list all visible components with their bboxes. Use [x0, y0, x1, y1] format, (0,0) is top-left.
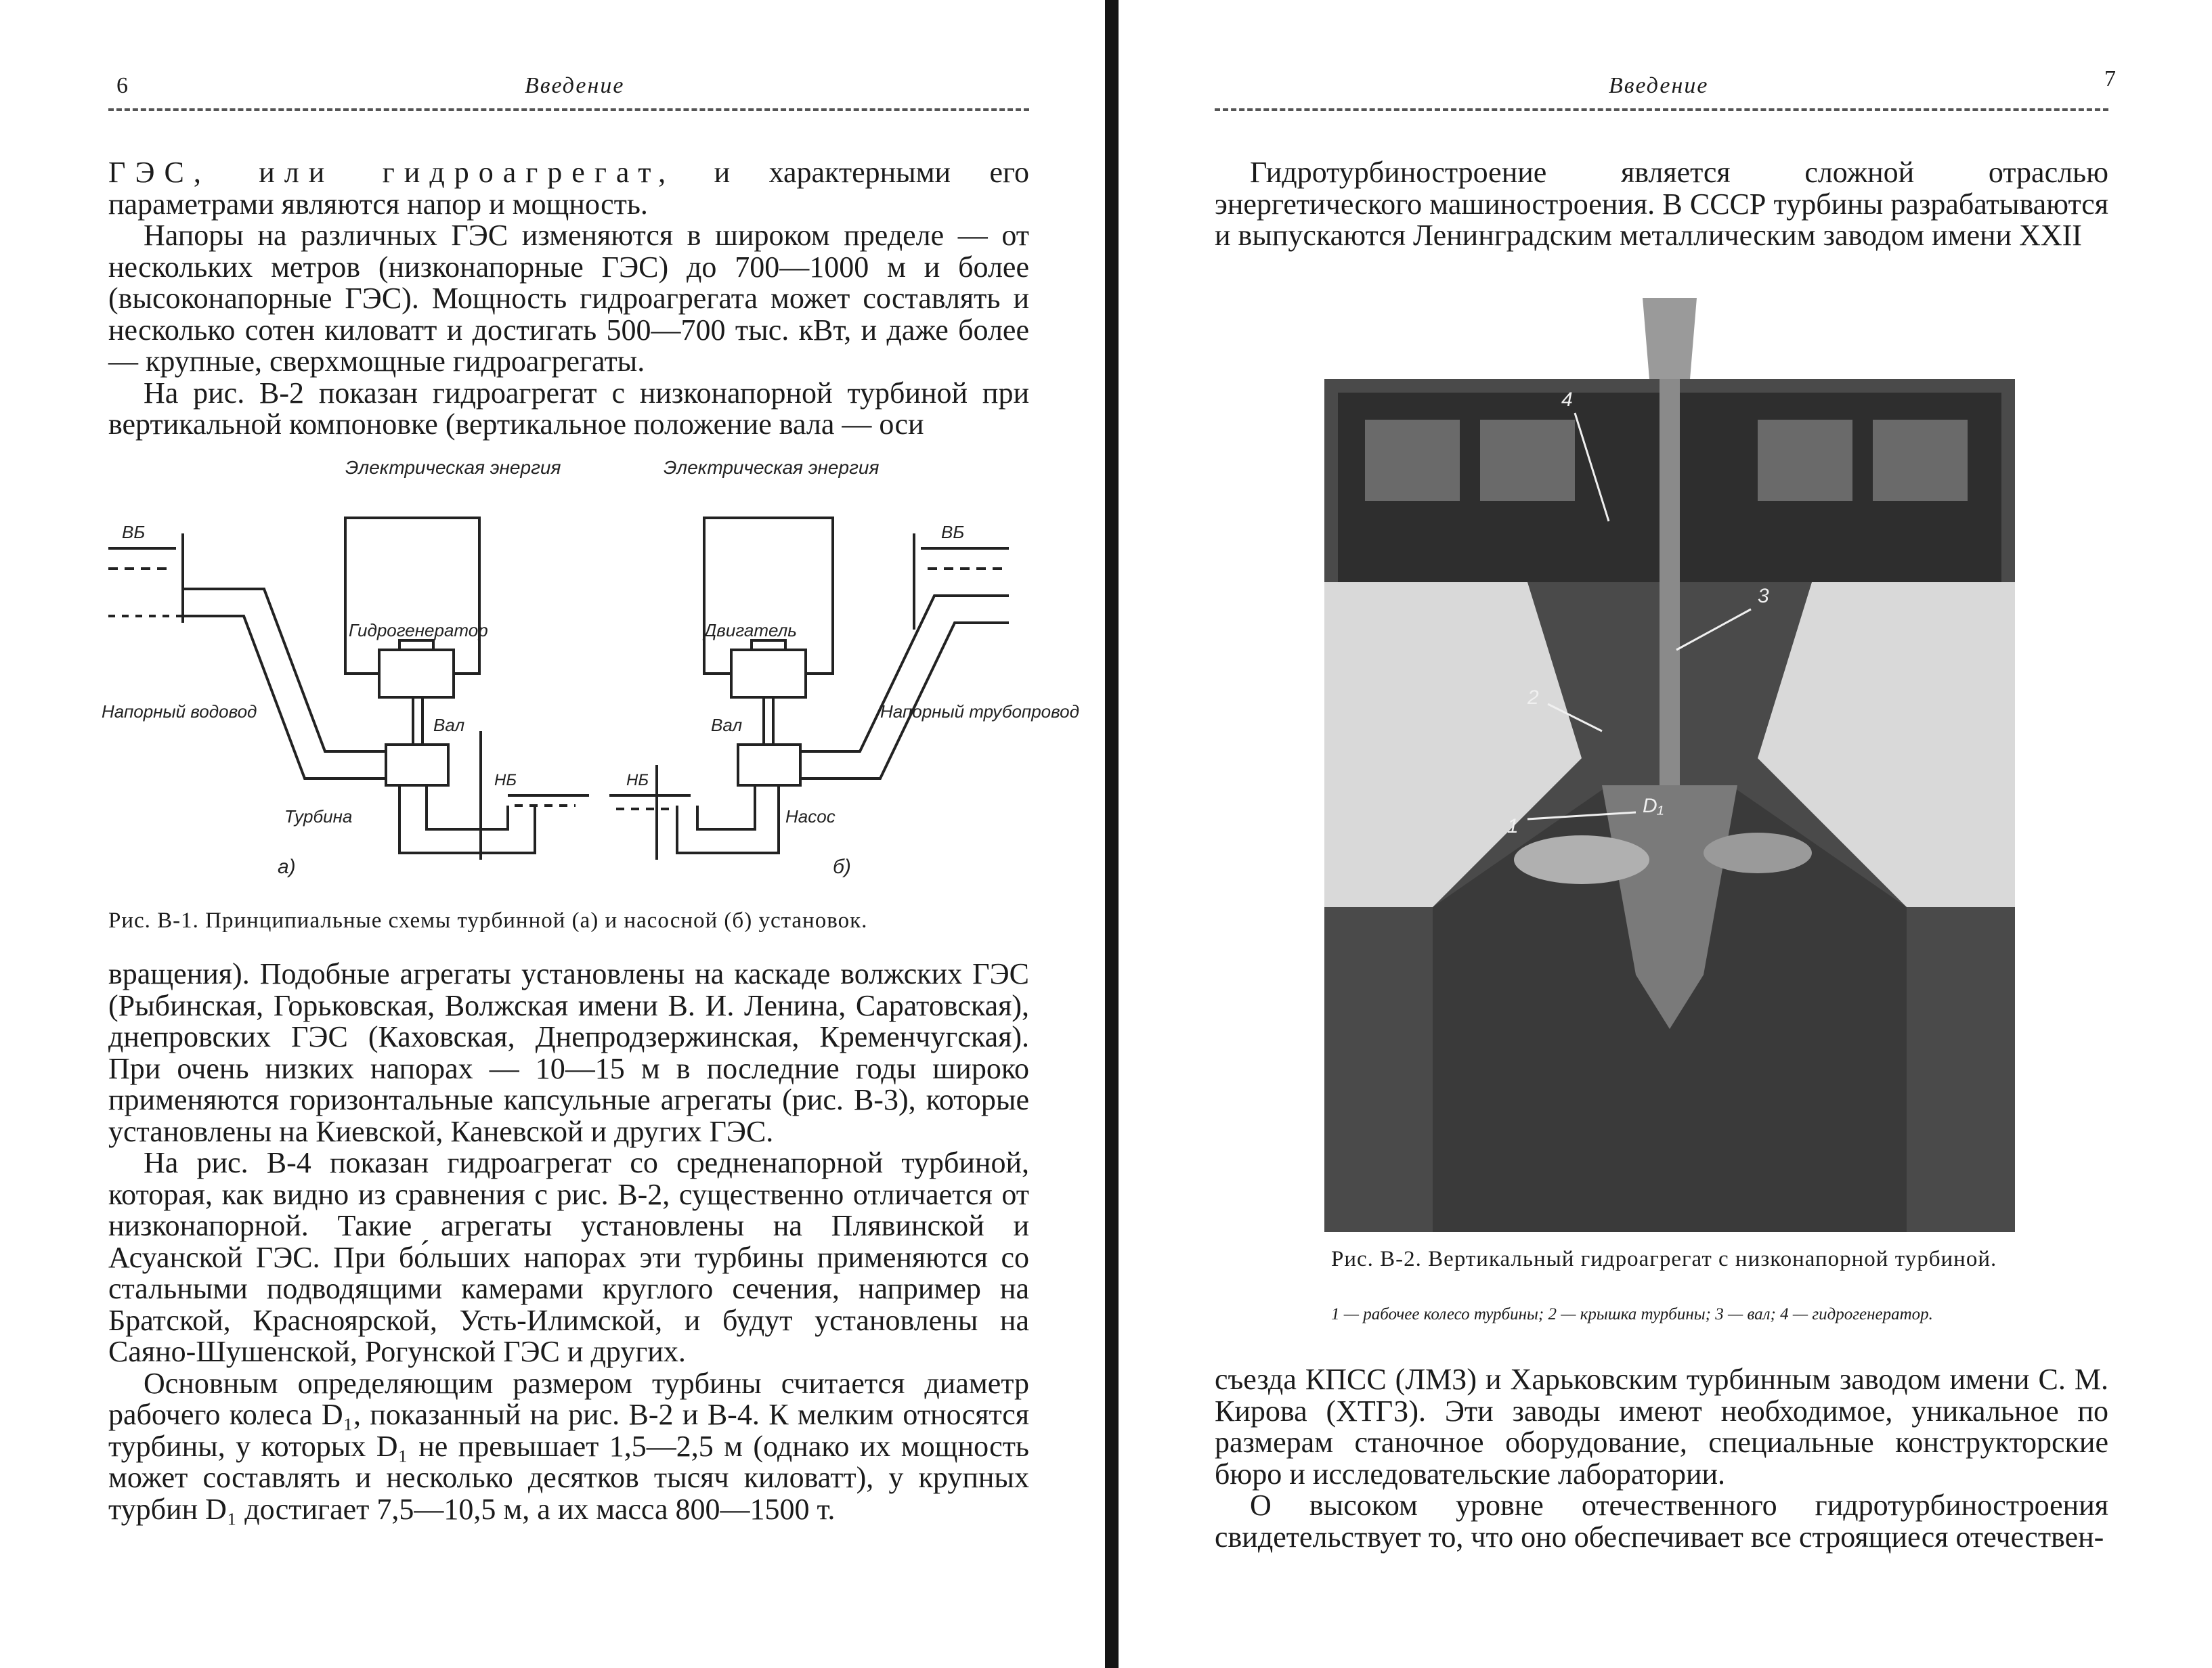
turbine-box	[386, 745, 448, 785]
running-head-right: Введение	[1609, 73, 1709, 98]
runner-blade	[1514, 835, 1649, 884]
left-text-bottom	[108, 959, 1029, 1525]
pump-label: Насос	[785, 806, 836, 827]
motor-box	[731, 650, 806, 697]
turbine-label: Турбина	[284, 806, 353, 827]
page-number-left: 6	[116, 73, 128, 98]
left-page	[0, 0, 1105, 1668]
subfigure-a-label: а)	[278, 856, 296, 878]
paragraph: Основным определяющим размером турбины считается диаметр рабочего колеса D₁, показанный на рис. В-2 и В-4. К мелким относятся турбины, у которых D₁ не превышает 1,5—2,5 м (однако их мощность может составлять и несколько десятков тысяч киловатт), у крупных турбин D₁ достигает 7,5—10,5 м, а их масса 800—1500 т.	[108, 1366, 1029, 1526]
figure-b1-caption: Рис. В-1. Принципиальные схемы турбинной (а) и насосной (б) установок.	[108, 908, 868, 933]
lower-pool-label-right: НБ	[626, 771, 649, 789]
figure-b2-legend: 1 — рабочее колесо турбины; 2 — крышка турбины; 3 — вал; 4 — гидрогенератор.	[1331, 1305, 1933, 1323]
right-text-bottom	[1215, 1364, 2108, 1553]
penstock-label-right: Напорный трубопровод	[880, 701, 1079, 722]
running-head-left: Введение	[525, 73, 625, 98]
figure-b2-photo	[1324, 298, 2015, 1232]
paragraph: На рис. В-4 показан гидроагрегат со средненапорной турбиной, которая, как видно из сравнения с рис. В-2, существенно отличается от низконапорной. Такие агрегаты установлены на Плявинской и Асуанской ГЭС. При бо́льших напорах эти турбины применяются со стальными подводящими камерами круглого сечения, например на Братской, Красноярской, Усть-Илимской, и будут установлены на Саяно-Шушенской, Рогунской ГЭС и других.	[108, 1146, 1029, 1368]
suction-outer	[677, 785, 779, 853]
upper-pool-label-right: ВБ	[941, 522, 965, 542]
header-rule-right	[1215, 108, 2108, 111]
generator-block	[1365, 420, 1460, 501]
energy-label-right: Электрическая энергия	[664, 457, 880, 478]
suction-inner	[697, 785, 755, 829]
generator-block	[1480, 420, 1575, 501]
mark-3: 3	[1758, 585, 1769, 607]
generator-top	[399, 640, 433, 650]
shaft-top	[1643, 298, 1697, 379]
generator-box	[379, 650, 454, 697]
penstock-label-left: Напорный водовод	[102, 701, 257, 722]
mark-2: 2	[1527, 686, 1539, 709]
paragraph: съезда КПСС (ЛМЗ) и Харьковским турбинным заводом имени С. М. Кирова (ХТГЗ). Эти заводы имеют необходимое, уникальное по размерам станочное оборудование, специальные конструкторские бюро и исследовательские лаборатории.	[1215, 1363, 2108, 1491]
figure-b1-schematic	[102, 454, 1079, 887]
draft-tube-inner	[427, 785, 508, 829]
generator-block	[1758, 420, 1852, 501]
right-text-top	[1215, 157, 2108, 252]
lower-pool-label-left: НБ	[494, 771, 517, 789]
book-spine	[1105, 0, 1119, 1668]
spaced-term: ГЭС, или гидроагрегат,	[108, 156, 676, 189]
runner-blade	[1704, 833, 1812, 873]
mark-4: 4	[1561, 389, 1573, 411]
mark-d1: D₁	[1643, 795, 1664, 817]
paragraph: вращения). Подобные агрегаты установлены на каскаде волжских ГЭС (Рыбинская, Горьковская, Волжская имени В. И. Ленина, Саратовская), днепровских ГЭС (Каховская, Днепродзержинская, Кременчугская). При очень низких напорах — 10—15 м в последние годы широко применяются горизонтальные капсульные агрегаты (рис. В-3), которые установлены на Киевской, Каневской и других ГЭС.	[108, 957, 1029, 1148]
generator-block	[1873, 420, 1968, 501]
motor-label: Двигатель	[704, 620, 797, 640]
figure-b2-caption: Рис. В-2. Вертикальный гидроагрегат с низконапорной турбиной.	[1331, 1247, 1997, 1271]
shaft-label-left: Вал	[433, 715, 465, 735]
mark-1: 1	[1507, 815, 1519, 837]
right-page	[1121, 0, 2212, 1668]
generator-label: Гидрогенератор	[349, 620, 488, 640]
paragraph: На рис. В-2 показан гидроагрегат с низконапорной турбиной при вертикальной компоновке (вертикальное положение вала — оси	[108, 376, 1029, 441]
upper-pool-label-left: ВБ	[122, 522, 146, 542]
paragraph: ГЭС, или гидроагрегат, и характерными его параметрами являются напор и мощность.	[108, 156, 1029, 221]
shaft-label-right: Вал	[711, 715, 743, 735]
subfigure-b-label: б)	[833, 856, 851, 878]
header-rule-left	[108, 108, 1029, 111]
motor-top	[752, 640, 785, 650]
left-text-top	[108, 157, 1029, 441]
energy-label-left: Электрическая энергия	[345, 457, 561, 478]
page-number-right: 7	[2104, 66, 2116, 91]
paragraph: Напоры на различных ГЭС изменяются в широком пределе — от нескольких метров (низконапорные ГЭС) до 700—1000 м и более (высоконапорные ГЭС). Мощность гидроагрегата может составлять и несколько сотен киловатт и достигать 500—700 тыс. кВт, и даже более — крупные, сверхмощные гидроагрегаты.	[108, 219, 1029, 378]
paragraph: Гидротурбиностроение является сложной отраслью энергетического машиностроения. В СССР турбины разрабатываются и выпускаются Ленинградским металлическим заводом имени XXII	[1215, 156, 2108, 252]
paragraph: О высоком уровне отечественного гидротурбиностроения свидетельствует то, что оно обеспечивает все строящиеся отечествен-	[1215, 1489, 2108, 1554]
pump-box	[738, 745, 800, 785]
